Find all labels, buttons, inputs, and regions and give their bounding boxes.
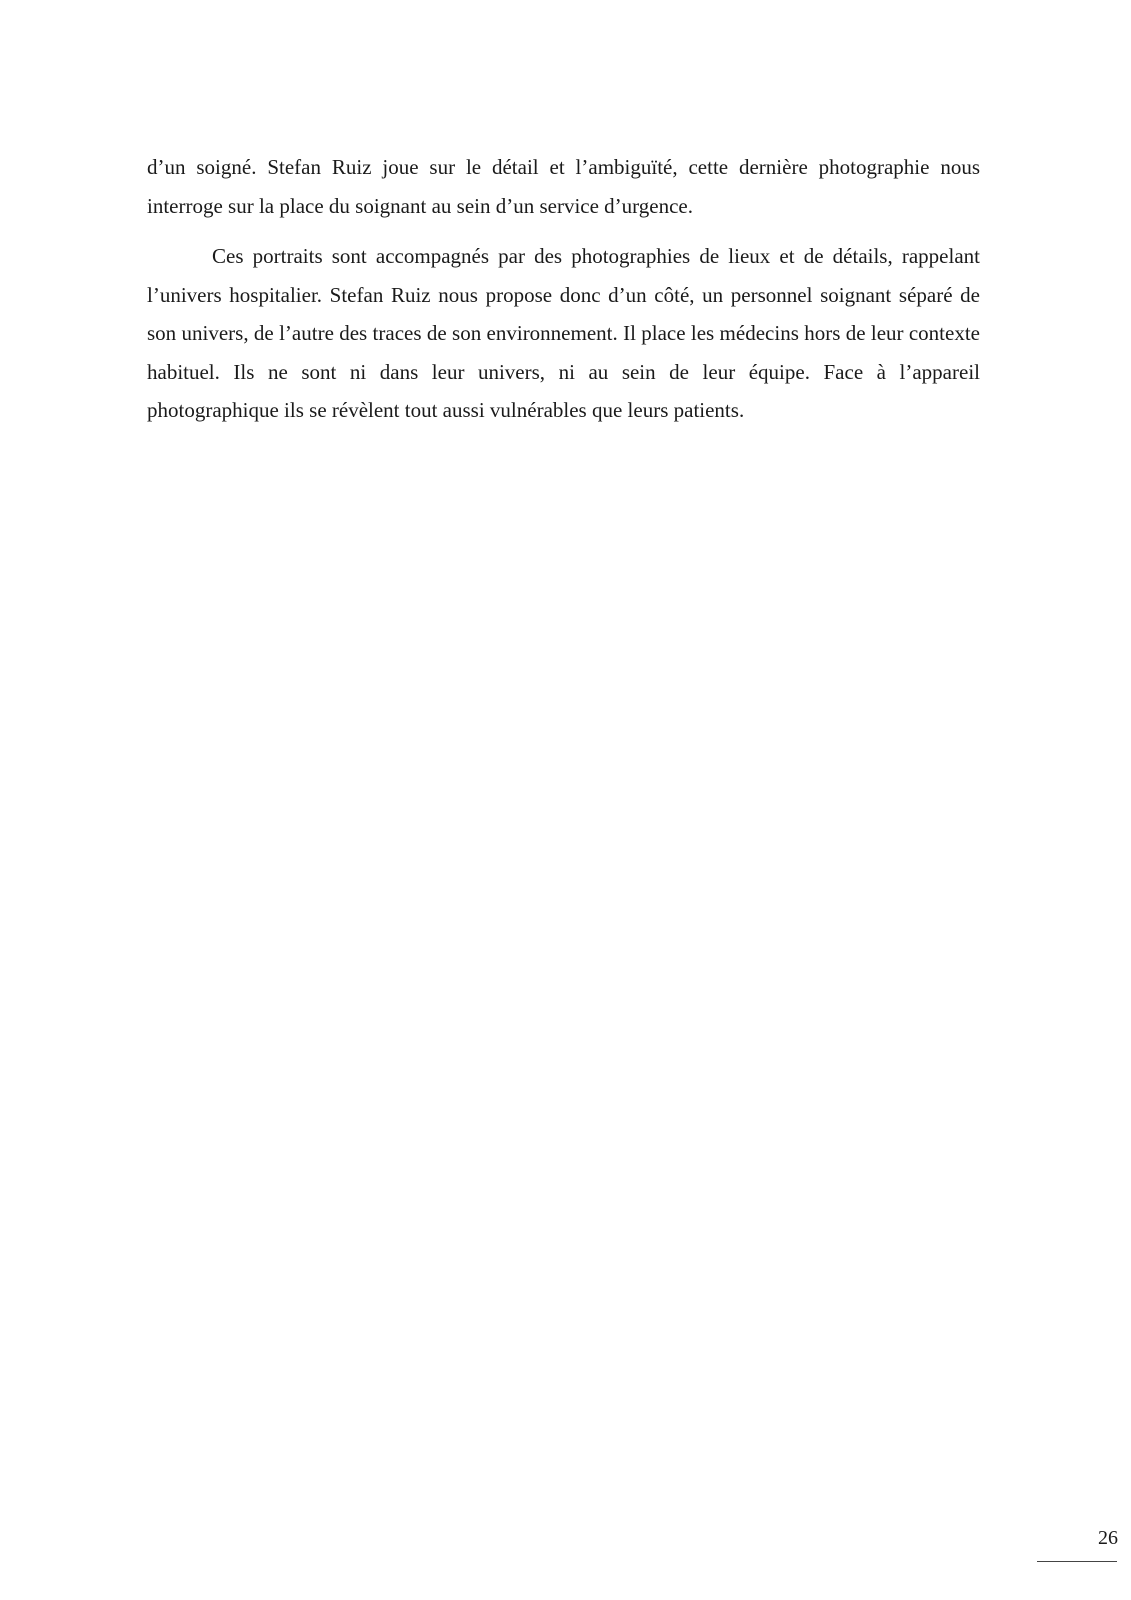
paragraph-portraits: Ces portraits sont accompagnés par des photographies de lieux et de détails, rappelant l’univers hospitalier. Stefan Ruiz nous propose donc d’un côté, un personnel soignant séparé de son univers, de l’autre des traces de son environnement. Il place les médecins hors de leur contexte habituel. Ils ne sont ni dans leur univers, ni au sein de leur équipe. Face à l’appareil photographique ils se révèlent tout aussi vulnérables que leurs patients. <box>147 244 980 422</box>
page-number: 26 <box>1098 1527 1118 1549</box>
paragraph-continuation: d’un soigné. Stefan Ruiz joue sur le détail et l’ambiguïté, cette dernière photographie nous interroge sur la place du soignant au sein d’un service d’urgence. <box>147 155 980 218</box>
page-number-rule <box>1037 1561 1117 1562</box>
body-text <box>147 148 980 430</box>
